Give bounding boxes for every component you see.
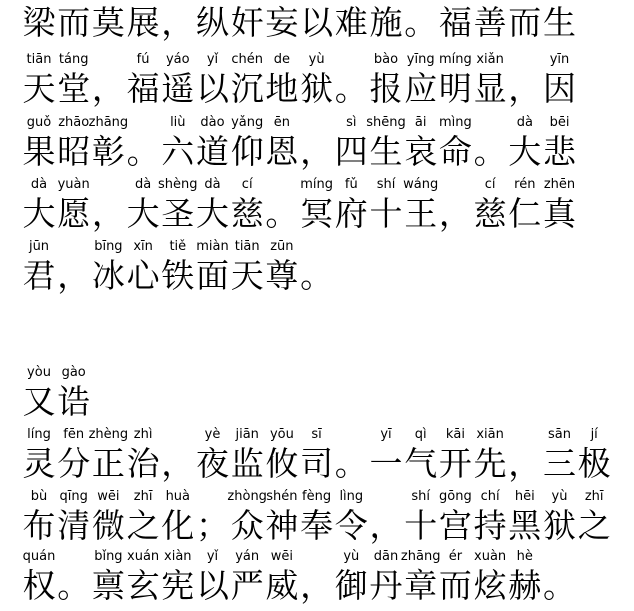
ruby-unit xyxy=(574,489,614,551)
hanzi-character: 天 xyxy=(230,256,264,295)
hanzi-character: 应 xyxy=(404,69,438,108)
pinyin: wáng xyxy=(403,177,439,192)
hanzi-character: 真 xyxy=(543,194,576,233)
pinyin: hè xyxy=(516,549,533,564)
pinyin: quán xyxy=(22,549,56,564)
pinyin: zhāo xyxy=(58,115,90,130)
verse-line xyxy=(0,489,611,551)
pinyin: yǐ xyxy=(206,52,219,67)
verse-line xyxy=(0,115,600,177)
hanzi-character: 一 xyxy=(369,444,403,483)
hanzi-character: 令 xyxy=(334,506,368,545)
hanzi-character: 果 xyxy=(22,132,56,171)
hanzi-character: 纵 xyxy=(196,3,229,42)
pinyin: sān xyxy=(548,427,571,442)
hanzi-character: 堂 xyxy=(57,69,91,108)
pinyin: xiàn xyxy=(164,549,192,564)
pinyin: yuàn xyxy=(57,177,90,192)
hanzi-character: 福 xyxy=(126,69,160,108)
pinyin: míng xyxy=(439,52,472,67)
hanzi-character: 以 xyxy=(300,3,334,42)
pinyin: xiǎn xyxy=(476,52,504,67)
pinyin: zhì xyxy=(133,427,153,442)
pinyin: yòu xyxy=(27,365,51,380)
pinyin: yù xyxy=(551,489,568,504)
hanzi-character: 神 xyxy=(265,506,299,545)
hanzi-character: 圣 xyxy=(161,194,195,233)
hanzi-character: 彰 xyxy=(91,132,125,171)
hanzi-character: 梁 xyxy=(22,3,56,42)
pinyin: mìng xyxy=(439,115,472,130)
hanzi-character: 司 xyxy=(300,444,334,483)
punctuation-mark: ， xyxy=(508,69,542,108)
pinyin: zhī xyxy=(133,489,153,504)
hanzi-character: 之 xyxy=(126,506,160,545)
hanzi-character: 悲 xyxy=(543,132,576,171)
punctuation-mark: ， xyxy=(91,69,125,108)
pinyin: táng xyxy=(58,52,89,67)
hanzi-character: 仰 xyxy=(230,132,264,171)
hanzi-character: 大 xyxy=(22,194,56,233)
hanzi-character: 王 xyxy=(404,194,438,233)
pinyin: xīn xyxy=(133,239,153,254)
pinyin: cí xyxy=(241,177,253,192)
hanzi-character: 六 xyxy=(161,132,195,171)
punctuation-mark: 。 xyxy=(473,132,507,171)
hanzi-character: 明 xyxy=(438,69,472,108)
hanzi-character: 生 xyxy=(543,3,576,42)
pinyin: yīng xyxy=(406,52,435,67)
pinyin: xuán xyxy=(127,549,160,564)
pinyin: chí xyxy=(480,489,500,504)
hanzi-character: 狱 xyxy=(300,69,334,108)
pinyin: guǒ xyxy=(26,115,52,130)
pinyin: tiān xyxy=(234,239,260,254)
pinyin: dà xyxy=(134,177,152,192)
punctuation-mark: ， xyxy=(300,132,334,171)
punctuation-mark: 。 xyxy=(265,194,299,233)
hanzi-character: 赫 xyxy=(508,566,542,605)
verse-line xyxy=(0,427,611,489)
verse-line xyxy=(0,239,600,301)
pinyin: zhēn xyxy=(543,177,576,192)
pinyin: shèng xyxy=(158,177,198,192)
hanzi-character: 清 xyxy=(57,506,91,545)
pinyin: shí xyxy=(376,177,396,192)
pinyin: fèng xyxy=(302,489,332,504)
pinyin: dān xyxy=(373,549,399,564)
hanzi-character: 尊 xyxy=(265,256,299,295)
hanzi-character: 夜 xyxy=(196,444,229,483)
punctuation-mark: ， xyxy=(57,256,91,295)
punctuation-mark: 。 xyxy=(126,132,160,171)
hanzi-character: 丹 xyxy=(369,566,403,605)
pinyin: yáo xyxy=(165,52,190,67)
pinyin: zhāng xyxy=(88,115,129,130)
hanzi-character: 化 xyxy=(161,506,195,545)
hanzi-character: 慈 xyxy=(230,194,264,233)
hanzi-character: 狱 xyxy=(543,506,576,545)
ruby-unit xyxy=(540,115,580,177)
punctuation-mark: ， xyxy=(161,444,195,483)
pinyin: chén xyxy=(231,52,263,67)
pinyin: bù xyxy=(30,489,48,504)
hanzi-character: 持 xyxy=(473,506,507,545)
pinyin: fēn xyxy=(63,427,85,442)
hanzi-character: 地 xyxy=(265,69,299,108)
hanzi-character: 三 xyxy=(543,444,576,483)
pinyin: bīng xyxy=(94,239,123,254)
pinyin: gào xyxy=(61,365,86,380)
hanzi-character: 权 xyxy=(22,566,56,605)
hanzi-character: 冥 xyxy=(300,194,334,233)
pinyin: yǐ xyxy=(206,549,219,564)
verse-line xyxy=(0,177,600,239)
hanzi-character: 灵 xyxy=(22,444,56,483)
hanzi-character: 玄 xyxy=(126,566,160,605)
punctuation-mark: 。 xyxy=(404,3,438,42)
hanzi-character: 炫 xyxy=(473,566,507,605)
hanzi-character: 心 xyxy=(126,256,160,295)
pinyin: sì xyxy=(346,115,357,130)
hanzi-character: 遥 xyxy=(161,69,195,108)
pinyin: sī xyxy=(311,427,322,442)
hanzi-character: 因 xyxy=(543,69,576,108)
ruby-unit xyxy=(540,52,580,114)
verse-line xyxy=(0,549,600,611)
hanzi-character: 昭 xyxy=(57,132,91,171)
hanzi-character: 威 xyxy=(265,566,299,605)
ruby-unit xyxy=(54,365,94,427)
hanzi-character: 众 xyxy=(230,506,264,545)
pinyin: fú xyxy=(136,52,150,67)
pinyin: yōu xyxy=(269,427,294,442)
hanzi-character: 奉 xyxy=(300,506,334,545)
pinyin: liù xyxy=(170,115,186,130)
hanzi-character: 严 xyxy=(230,566,264,605)
pinyin: zhī xyxy=(584,489,604,504)
pinyin: zhòng xyxy=(227,489,267,504)
hanzi-character: 以 xyxy=(196,69,229,108)
pinyin: yán xyxy=(235,549,260,564)
punctuation-mark: ， xyxy=(91,194,125,233)
pinyin: dào xyxy=(200,115,225,130)
hanzi-character: 之 xyxy=(577,506,611,545)
pinyin: āi xyxy=(414,115,427,130)
hanzi-character: 禀 xyxy=(91,566,125,605)
punctuation-mark: ， xyxy=(300,566,334,605)
verse-line xyxy=(0,365,600,427)
hanzi-character: 天 xyxy=(22,69,56,108)
hanzi-character: 君 xyxy=(22,256,56,295)
hanzi-character: 显 xyxy=(473,69,507,108)
hanzi-character: 宫 xyxy=(438,506,472,545)
hanzi-character: 铁 xyxy=(161,256,195,295)
pinyin: zhāng xyxy=(400,549,441,564)
pinyin: yù xyxy=(308,52,325,67)
hanzi-character: 十 xyxy=(404,506,438,545)
hanzi-character: 以 xyxy=(196,566,229,605)
hanzi-character: 施 xyxy=(369,3,403,42)
punctuation-unit xyxy=(540,549,580,611)
pinyin: dà xyxy=(516,115,533,130)
hanzi-character: 道 xyxy=(196,132,229,171)
hanzi-character: 面 xyxy=(196,256,229,295)
pinyin: míng xyxy=(300,177,333,192)
hanzi-character: 仁 xyxy=(508,194,542,233)
hanzi-character: 四 xyxy=(334,132,368,171)
pinyin: bào xyxy=(373,52,399,67)
hanzi-character: 开 xyxy=(438,444,472,483)
punctuation-mark: 。 xyxy=(543,566,576,605)
pinyin: xiān xyxy=(476,427,504,442)
hanzi-character: 愿 xyxy=(57,194,91,233)
pinyin: shí xyxy=(411,489,430,504)
hanzi-character: 分 xyxy=(57,444,91,483)
pinyin xyxy=(520,549,600,565)
hanzi-character: 攸 xyxy=(265,444,299,483)
hanzi-character: 监 xyxy=(230,444,264,483)
pinyin: tiě xyxy=(169,239,187,254)
pinyin: zūn xyxy=(270,239,294,254)
hanzi-character: 而 xyxy=(508,3,542,42)
hanzi-character: 沉 xyxy=(230,69,264,108)
pinyin: miàn xyxy=(196,239,229,254)
pinyin: yù xyxy=(343,549,360,564)
pinyin: qì xyxy=(414,427,427,442)
pinyin: jiān xyxy=(235,427,259,442)
pinyin: hēi xyxy=(514,489,535,504)
punctuation-mark: 。 xyxy=(334,69,368,108)
hanzi-character: 黑 xyxy=(508,506,542,545)
pinyin: dà xyxy=(204,177,221,192)
hanzi-character: 诰 xyxy=(57,382,91,421)
pinyin: bǐng xyxy=(94,549,123,564)
punctuation-mark: 。 xyxy=(57,566,91,605)
pinyin: kāi xyxy=(445,427,465,442)
pinyin: wēi xyxy=(270,549,294,564)
hanzi-character: 治 xyxy=(126,444,160,483)
hanzi-character: 府 xyxy=(334,194,368,233)
pinyin: wēi xyxy=(97,489,120,504)
ruby-unit xyxy=(540,177,580,239)
hanzi-character: 展 xyxy=(126,3,160,42)
pinyin xyxy=(277,239,357,255)
punctuation-mark: ， xyxy=(369,506,403,545)
hanzi-character: 气 xyxy=(404,444,438,483)
hanzi-character: 而 xyxy=(438,566,472,605)
hanzi-character: 命 xyxy=(438,132,472,171)
pinyin: líng xyxy=(27,427,51,442)
hanzi-character: 微 xyxy=(91,506,125,545)
pinyin: yīn xyxy=(549,52,570,67)
pinyin: ér xyxy=(448,549,463,564)
ruby-unit xyxy=(574,427,614,489)
pinyin: zhèng xyxy=(88,427,129,442)
punctuation-mark: 。 xyxy=(334,444,368,483)
hanzi-character: 善 xyxy=(473,3,507,42)
pinyin: lìng xyxy=(339,489,364,504)
hanzi-character: 难 xyxy=(334,3,368,42)
hanzi-character: 御 xyxy=(334,566,368,605)
hanzi-character: 报 xyxy=(369,69,403,108)
hanzi-character: 章 xyxy=(404,566,438,605)
verse-line xyxy=(0,52,600,114)
hanzi-character: 极 xyxy=(577,444,611,483)
hanzi-character: 又 xyxy=(22,382,56,421)
hanzi-character: 冰 xyxy=(91,256,125,295)
hanzi-character: 而 xyxy=(57,3,91,42)
hanzi-character: 福 xyxy=(438,3,472,42)
pinyin: shén xyxy=(266,489,298,504)
pinyin: huà xyxy=(165,489,191,504)
pinyin: cí xyxy=(484,177,496,192)
hanzi-character: 生 xyxy=(369,132,403,171)
punctuation-mark: 。 xyxy=(300,256,334,295)
verse-line xyxy=(0,0,600,48)
hanzi-character: 恩 xyxy=(265,132,299,171)
hanzi-character: 大 xyxy=(126,194,160,233)
pinyin: tiān xyxy=(26,52,52,67)
hanzi-character: 布 xyxy=(22,506,56,545)
pinyin: jí xyxy=(590,427,598,442)
hanzi-character: 大 xyxy=(508,132,542,171)
hanzi-character: 慈 xyxy=(473,194,507,233)
pinyin: bēi xyxy=(549,115,570,130)
hanzi-character: 十 xyxy=(369,194,403,233)
hanzi-character: 正 xyxy=(91,444,125,483)
pinyin: jūn xyxy=(28,239,50,254)
punctuation-mark: ； xyxy=(196,506,229,545)
pinyin: gōng xyxy=(439,489,472,504)
hanzi-character: 莫 xyxy=(91,3,125,42)
punctuation-mark: ， xyxy=(438,194,472,233)
pinyin: yǎng xyxy=(231,115,264,130)
pinyin: yè xyxy=(204,427,221,442)
ruby-unit xyxy=(540,0,580,48)
pinyin: shēng xyxy=(366,115,406,130)
pinyin: xuàn xyxy=(474,549,507,564)
pinyin: de xyxy=(273,52,291,67)
hanzi-character: 妄 xyxy=(265,3,299,42)
pinyin: yī xyxy=(380,427,392,442)
pinyin: dà xyxy=(30,177,48,192)
punctuation-mark: ， xyxy=(161,3,195,42)
pinyin: rén xyxy=(514,177,536,192)
hanzi-character: 先 xyxy=(473,444,507,483)
hanzi-character: 哀 xyxy=(404,132,438,171)
hanzi-character: 宪 xyxy=(161,566,195,605)
pinyin: fǔ xyxy=(344,177,358,192)
punctuation-unit xyxy=(297,239,337,301)
hanzi-character: 奸 xyxy=(230,3,264,42)
hanzi-character: 大 xyxy=(196,194,229,233)
punctuation-mark: ， xyxy=(508,444,542,483)
pinyin: qīng xyxy=(59,489,88,504)
pinyin: ēn xyxy=(273,115,291,130)
